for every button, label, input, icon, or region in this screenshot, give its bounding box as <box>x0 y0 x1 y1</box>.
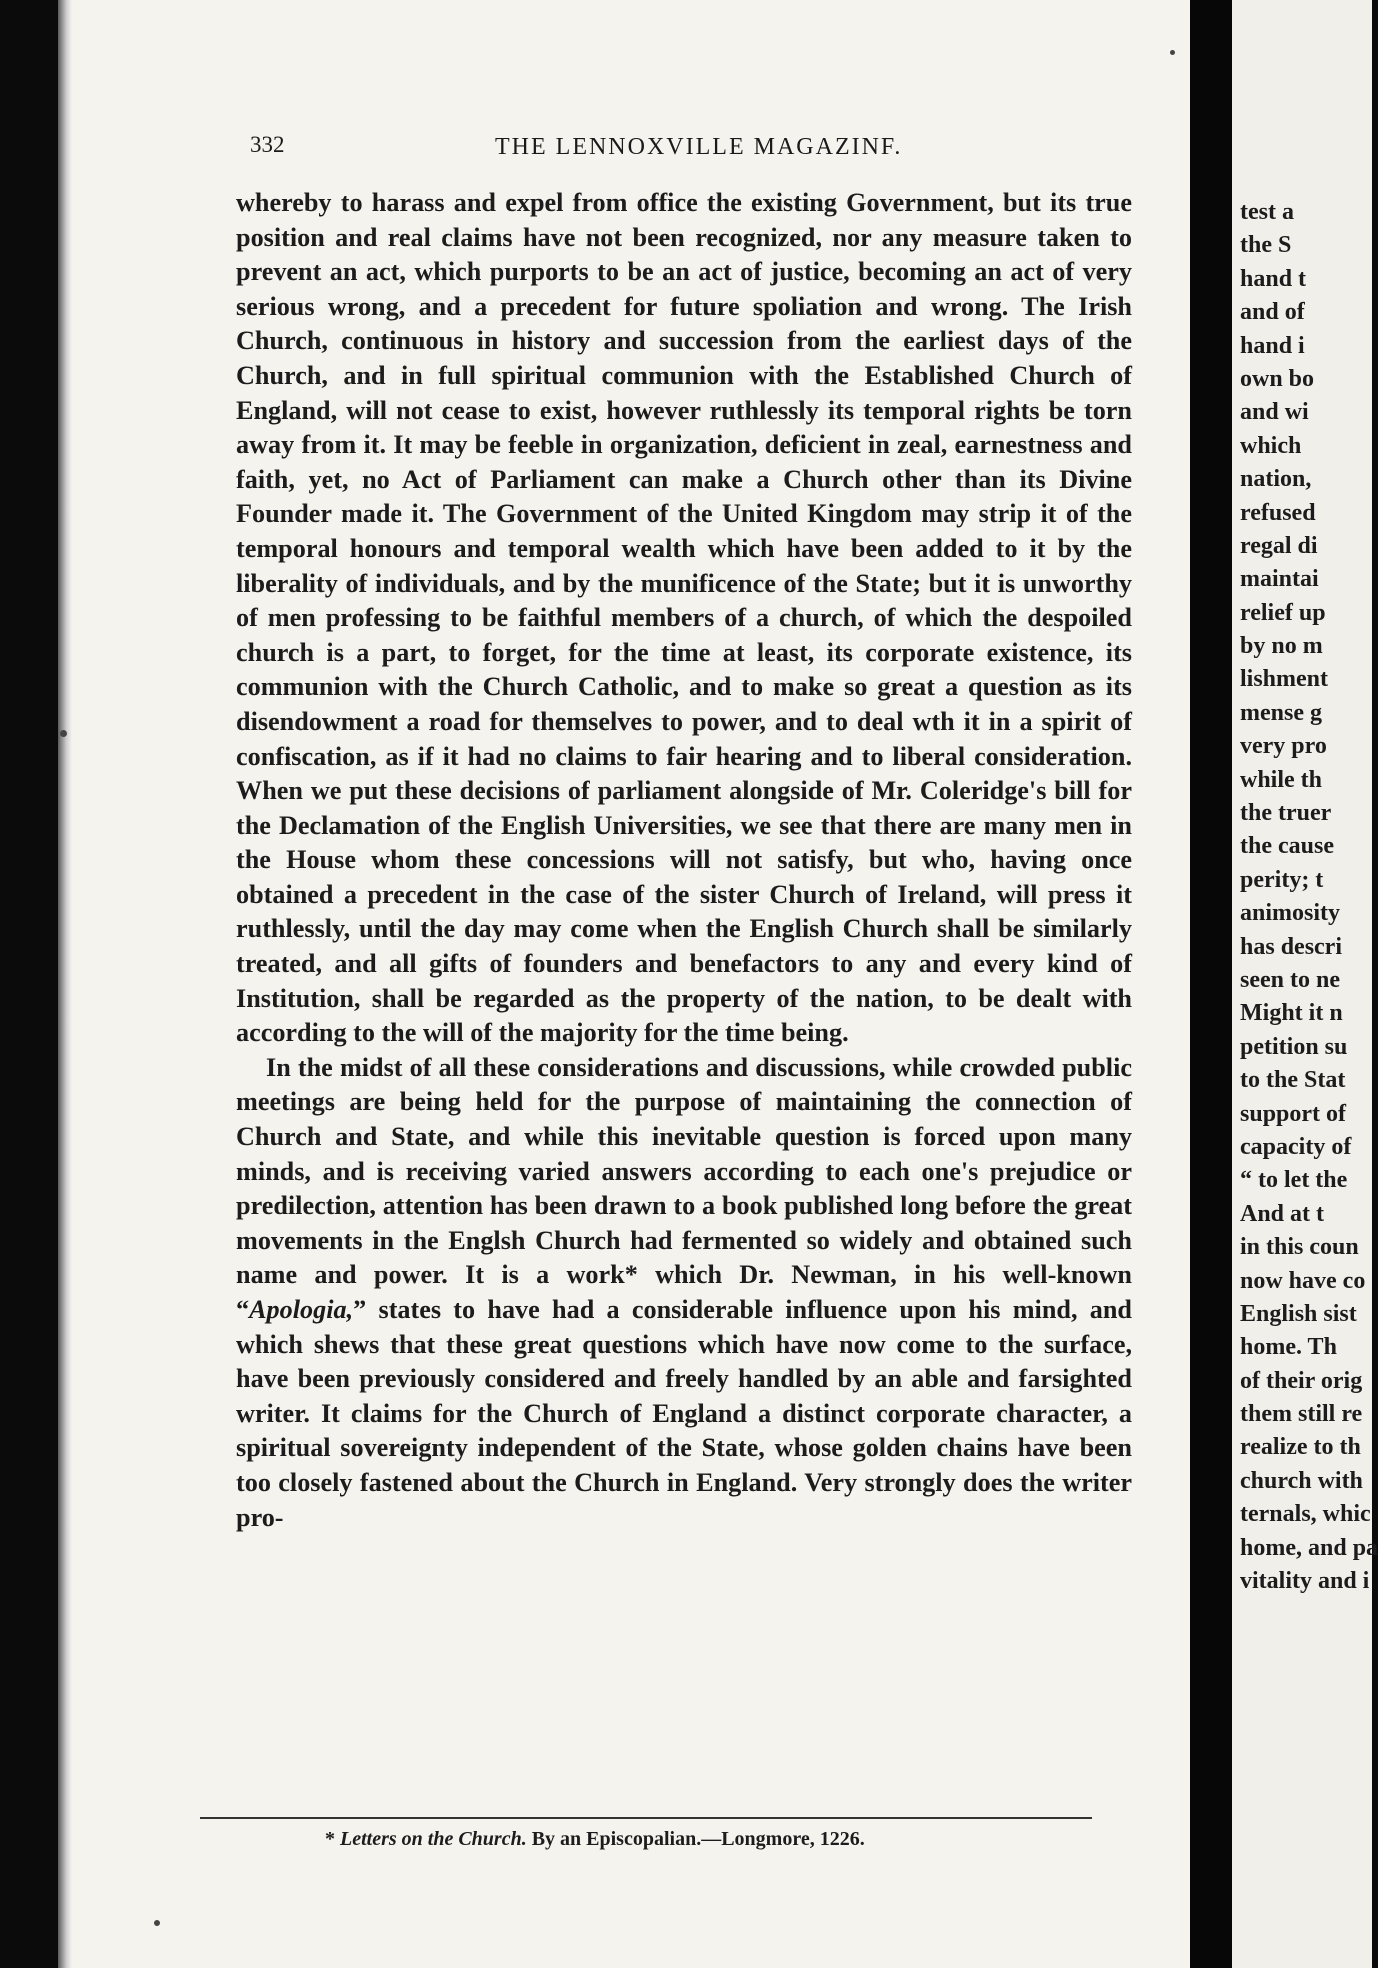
margin-speck <box>154 1920 160 1926</box>
right-line: “ to let the <box>1240 1167 1348 1194</box>
apologia-title: Apologia, <box>249 1295 354 1324</box>
right-page-text <box>1240 196 1378 1598</box>
right-line: now have co <box>1240 1267 1366 1294</box>
page-gutter <box>1190 0 1234 1968</box>
right-line: regal di <box>1240 532 1318 559</box>
margin-speck <box>1170 50 1175 55</box>
right-line: in this coun <box>1240 1234 1359 1261</box>
right-line: own bo <box>1240 365 1315 392</box>
magazine-title: THE LENNOXVILLE MAGAZINF. <box>495 134 903 160</box>
right-line: church with <box>1240 1467 1363 1494</box>
right-line: lishment <box>1240 666 1329 693</box>
right-line: support of <box>1240 1100 1347 1127</box>
right-line: And at t <box>1240 1200 1325 1227</box>
footnote <box>325 1828 865 1851</box>
right-line: hand t <box>1240 265 1307 292</box>
right-line: which <box>1240 432 1302 459</box>
right-line: nation, <box>1240 466 1312 493</box>
right-line: realize to th <box>1240 1434 1361 1461</box>
page-number: 332 <box>250 132 285 157</box>
footnote-marker: * <box>325 1828 340 1850</box>
right-line: to the Stat <box>1240 1067 1346 1094</box>
paragraph-2 <box>236 1051 1132 1535</box>
right-line: the S <box>1240 232 1292 259</box>
right-line: home. Th <box>1240 1334 1337 1361</box>
right-line: petition su <box>1240 1033 1348 1060</box>
right-line: them still re <box>1240 1401 1363 1428</box>
right-line: Might it n <box>1240 1000 1343 1027</box>
right-line: animosity <box>1240 900 1341 927</box>
right-page <box>1232 0 1378 1968</box>
right-line: of their orig <box>1240 1367 1363 1394</box>
right-line: refused <box>1240 499 1316 526</box>
right-line: and wi <box>1240 399 1309 426</box>
paragraph-1: whereby to harass and expel from office the existing Government, but its true position and real claims have not been recognized, nor any measure taken to prevent an act, which purports to be an act of justice, becoming an act of very serious wrong, and a precedent for future spoliation and wrong. The Irish Church, continuous in history and succession from the earliest days of the Church, and in full spiritual communion with the Established Church of England, will not cease to exist, however ruthlessly its temporal rights be torn away from it. It may be feeble in organization, deficient in zeal, earnestness and faith, yet, no Act of Parliament can make a Church other than its Divine Founder made it. The Government of the United Kingdom may strip it of the temporal honours and temporal wealth which have been added to it by the liberality of individuals, and by the munificence of the State; but it is unworthy of men professing to be faithful members of a church, of which the despoiled church is a part, to forget, for the time at least, its corporate existence, its communion with the Church Catholic, and to make so great a question as its disendowment a road for themselves to power, and to deal wth it in a spirit of confiscation, as if it had no claims to fair hearing and to liberal consideration. When we put these decisions of parliament alongside of Mr. Coleridge's bill for the Declamation of the English Universities, we see that there are many men in the House whom these concessions will not satisfy, but who, having once obtained a precedent in the case of the sister Church of Ireland, will press it ruthlessly, until the day may come when the English Church shall be similarly treated, and all gifts of founders and benefactors to any and every kind of Institution, shall be regarded as the property of the nation, to be dealt with according to the will of the majority for the time being. <box>236 188 1132 1048</box>
right-line: English sist <box>1240 1300 1357 1327</box>
right-line: by no m <box>1240 633 1323 660</box>
paragraph-2-text-a: In the midst of all these considerations and discussions, while crowded public meetings are being held for the purpose of maintaining the connection of Church and State, and while this inevitable question is forced upon many minds, and is receiving varied answers according to each one's prejudice or predilection, attention has been drawn to a book published long before the great movements in the Englsh Church had fermented so widely and obtained such name and power. It is a work* which Dr. Newman, in his well-known “ <box>236 1052 1132 1324</box>
right-line: has descri <box>1240 933 1342 960</box>
right-line: the cause <box>1240 833 1334 860</box>
article-body <box>236 186 1132 1535</box>
right-line: capacity of <box>1240 1133 1352 1160</box>
right-line: perity; t <box>1240 866 1324 893</box>
footnote-rule <box>200 1817 1092 1819</box>
footnote-citation: By an Episcopalian.—Longmore, 1226. <box>526 1828 865 1850</box>
right-line: maintai <box>1240 566 1319 593</box>
right-line: the truer <box>1240 800 1332 827</box>
right-line: and of <box>1240 299 1305 326</box>
right-line: hand i <box>1240 332 1305 359</box>
right-line: relief up <box>1240 599 1326 626</box>
right-line: very pro <box>1240 733 1327 760</box>
footnote-title: Letters on the Church. <box>340 1828 527 1850</box>
running-head <box>250 132 1150 172</box>
right-line: test a <box>1240 199 1294 225</box>
margin-speck <box>60 730 67 737</box>
right-line: home, and pa <box>1240 1534 1378 1561</box>
right-line: vitality and i <box>1240 1568 1370 1595</box>
right-line: ternals, whic <box>1240 1501 1371 1528</box>
right-line: seen to ne <box>1240 966 1340 993</box>
paragraph-2-text-b: ” states to have had a considerable influence upon his mind, and which shews that these great questions which have now come to the surface, have been previously considered and freely handled by an able and farsighted writer. It claims for the Church of England a distinct corporate character, a spiritual sovereignty independent of the State, whose golden chains have been too closely fastened about the Church in England. Very strongly does the writer pro- <box>236 1295 1132 1532</box>
right-line: mense g <box>1240 699 1322 726</box>
right-line: while th <box>1240 766 1323 793</box>
